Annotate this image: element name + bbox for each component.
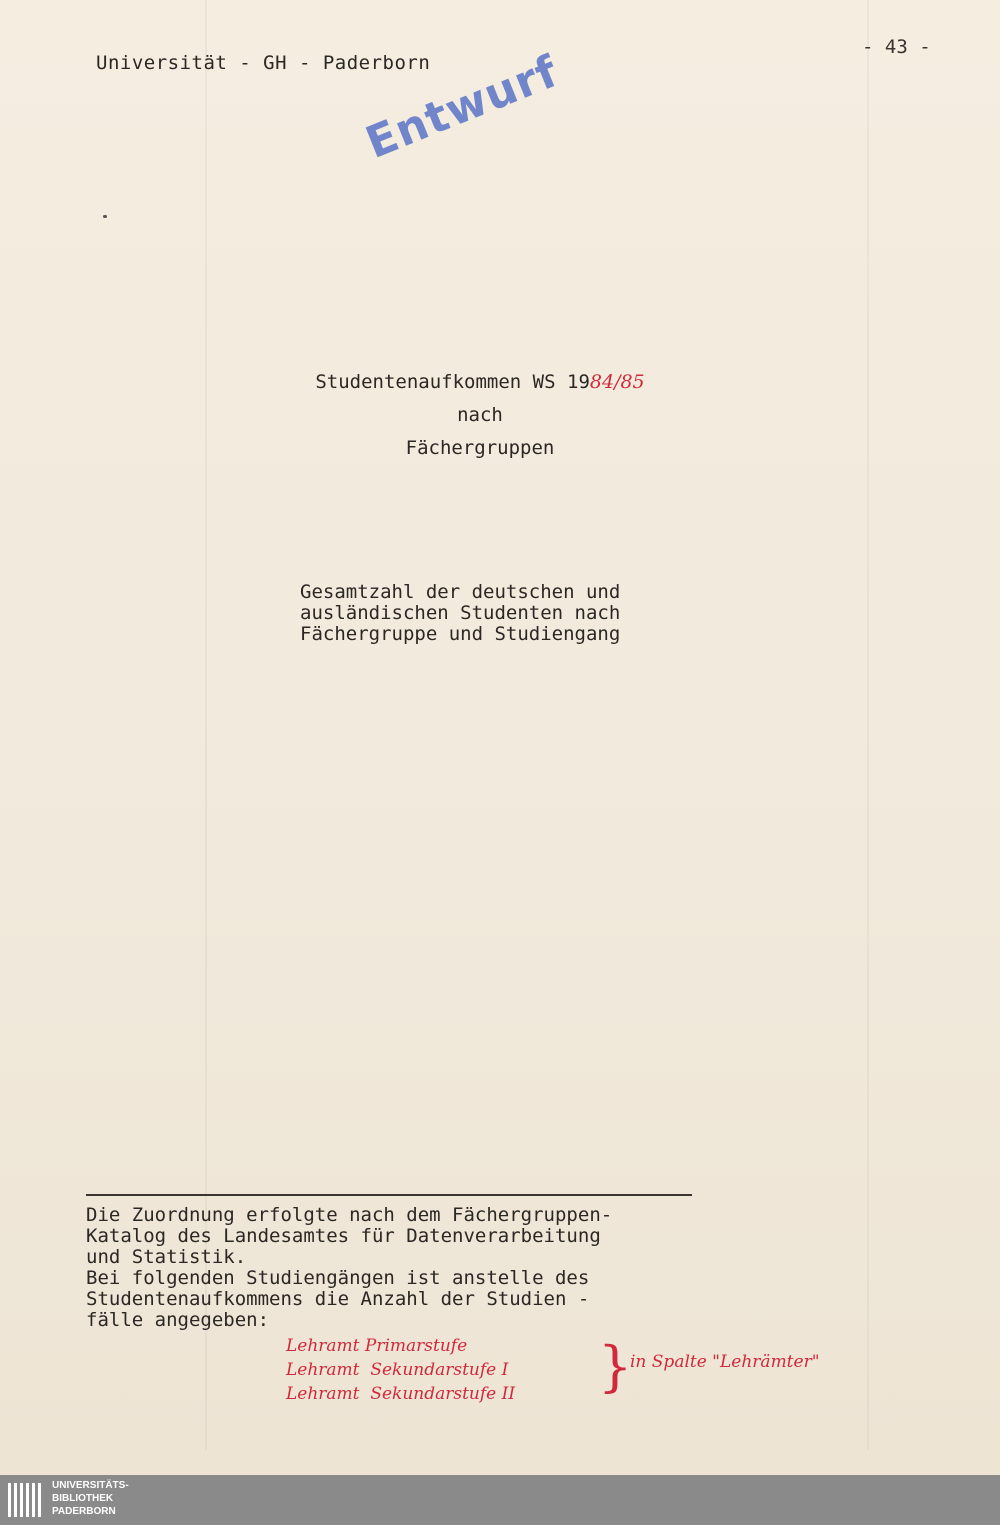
title-line-3: Fächergruppen (405, 437, 555, 459)
footnote-line: Die Zuordnung erfolgte nach dem Fächergruppen- (86, 1204, 613, 1226)
page-number: - 43 - (862, 36, 931, 58)
library-name-line: UNIVERSITÄTS- (52, 1480, 129, 1491)
ink-speck (103, 215, 107, 218)
draft-stamp: Entwurf (358, 45, 566, 169)
subtitle-line: ausländischen Studenten nach (300, 602, 621, 624)
title-line-2: nach (457, 404, 503, 426)
subtitle-line: Fächergruppe und Studiengang (300, 623, 621, 645)
library-footer-bar (0, 1475, 1000, 1525)
footnote-divider (86, 1194, 692, 1196)
title-line-1 (300, 366, 660, 399)
handwritten-item: Lehramt Sekundarstufe II (286, 1384, 516, 1404)
handwritten-item: Lehramt Sekundarstufe I (286, 1360, 509, 1380)
library-name-line: PADERBORN (52, 1506, 116, 1517)
handwritten-column-note: in Spalte "Lehrämter" (630, 1352, 820, 1372)
title-typed-part: Studentenaufkommen WS 19 (315, 371, 590, 393)
footnote-line: Katalog des Landesamtes für Datenverarbeitung (86, 1225, 601, 1247)
institution-header: Universität - GH - Paderborn (96, 52, 431, 74)
footnote-line: und Statistik. (86, 1246, 247, 1268)
footnote-line: Bei folgenden Studiengängen ist anstelle des (86, 1267, 590, 1289)
footnote-text (86, 1205, 612, 1331)
subtitle-line: Gesamtzahl der deutschen und (300, 581, 621, 603)
library-name-line: BIBLIOTHEK (52, 1493, 114, 1504)
handwritten-item: Lehramt Primarstufe (286, 1336, 468, 1356)
subtitle-description (300, 582, 620, 645)
handwritten-brace: } (598, 1335, 633, 1398)
title-handwritten-year: 84/85 (589, 371, 645, 393)
library-logo-icon (8, 1483, 44, 1519)
handwritten-list (286, 1334, 515, 1406)
footnote-line: fälle angegeben: (86, 1309, 270, 1331)
footnote-line: Studentenaufkommens die Anzahl der Studien - (86, 1288, 590, 1310)
library-name (52, 1479, 129, 1518)
document-title (300, 366, 660, 465)
